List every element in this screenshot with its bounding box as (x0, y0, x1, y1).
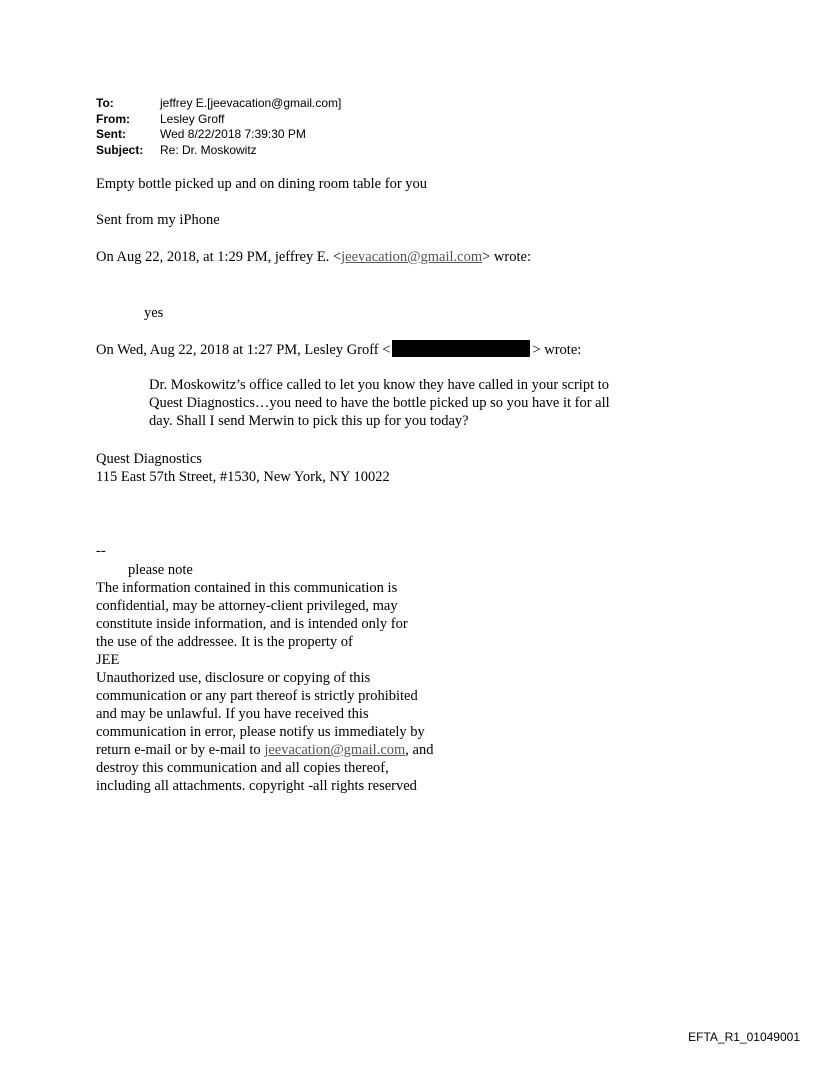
address-name: Quest Diagnostics (96, 451, 202, 467)
signature: Sent from my iPhone (96, 212, 220, 228)
quote1-header (96, 248, 531, 266)
email-header (96, 96, 341, 158)
quoted-message (149, 376, 610, 430)
please-note: please note (128, 562, 193, 578)
disclaimer-block (96, 579, 433, 795)
subject-label: Subject: (96, 142, 144, 157)
disclaimer-line: communication or any part thereof is strictly prohibited (96, 688, 418, 704)
line10-prefix: return e-mail or by e-mail to (96, 742, 265, 758)
from-row (96, 112, 341, 128)
disclaimer-line: Unauthorized use, disclosure or copying of this (96, 670, 371, 686)
disclaimer-line: JEE (96, 652, 120, 668)
disclaimer-line: communication in error, please notify us immediately by (96, 724, 425, 740)
quote1-suffix: > wrote: (482, 249, 531, 265)
sent-row (96, 127, 341, 143)
address-line: 115 East 57th Street, #1530, New York, NY 10022 (96, 469, 390, 485)
line10-suffix: , and (405, 742, 434, 758)
disclaimer-line: including all attachments. copyright -all rights reserved (96, 778, 417, 794)
sent-label: Sent: (96, 127, 126, 141)
to-row (96, 96, 341, 112)
message-line: Quest Diagnostics…you need to have the bottle picked up so you have it for all (149, 395, 610, 411)
yes-text: yes (144, 305, 164, 321)
disclaimer-line: destroy this communication and all copies thereof, (96, 760, 389, 776)
from-value: Lesley Groff (160, 111, 225, 126)
disclaimer-email-link[interactable]: jeevacation@gmail.com (264, 742, 406, 758)
subject-row (96, 143, 341, 159)
from-label: From: (96, 111, 130, 126)
document-id: EFTA_R1_01049001 (688, 1030, 800, 1044)
disclaimer-line: the use of the addressee. It is the property of (96, 634, 353, 650)
disclaimer-line-email (96, 741, 433, 759)
quote2-header (96, 340, 581, 359)
to-label: To: (96, 96, 114, 110)
message-line: Dr. Moskowitz’s office called to let you know they have called in your script to (149, 377, 609, 393)
quote1-prefix: On Aug 22, 2018, at 1:29 PM, jeffrey E. < (96, 249, 342, 265)
subject-value: Re: Dr. Moskowitz (160, 142, 257, 157)
redaction-box (392, 340, 530, 357)
address-block (96, 450, 390, 486)
message-line: day. Shall I send Merwin to pick this up for you today? (149, 413, 469, 429)
quote2-prefix: On Wed, Aug 22, 2018 at 1:27 PM, Lesley Groff < (96, 342, 391, 358)
dashes: -- (96, 543, 106, 559)
sent-value: Wed 8/22/2018 7:39:30 PM (160, 127, 306, 141)
to-value: jeffrey E.[jeevacation@gmail.com] (160, 96, 342, 110)
disclaimer-line: The information contained in this communication is (96, 580, 398, 596)
reply-line: Empty bottle picked up and on dining room table for you (96, 176, 428, 192)
disclaimer-line: confidential, may be attorney-client privileged, may (96, 598, 398, 614)
quote2-suffix: > wrote: (532, 342, 582, 358)
disclaimer-line: constitute inside information, and is intended only for (96, 616, 408, 632)
disclaimer-line: and may be unlawful. If you have received this (96, 706, 369, 722)
quote1-email-link[interactable]: jeevacation@gmail.com (341, 249, 483, 265)
